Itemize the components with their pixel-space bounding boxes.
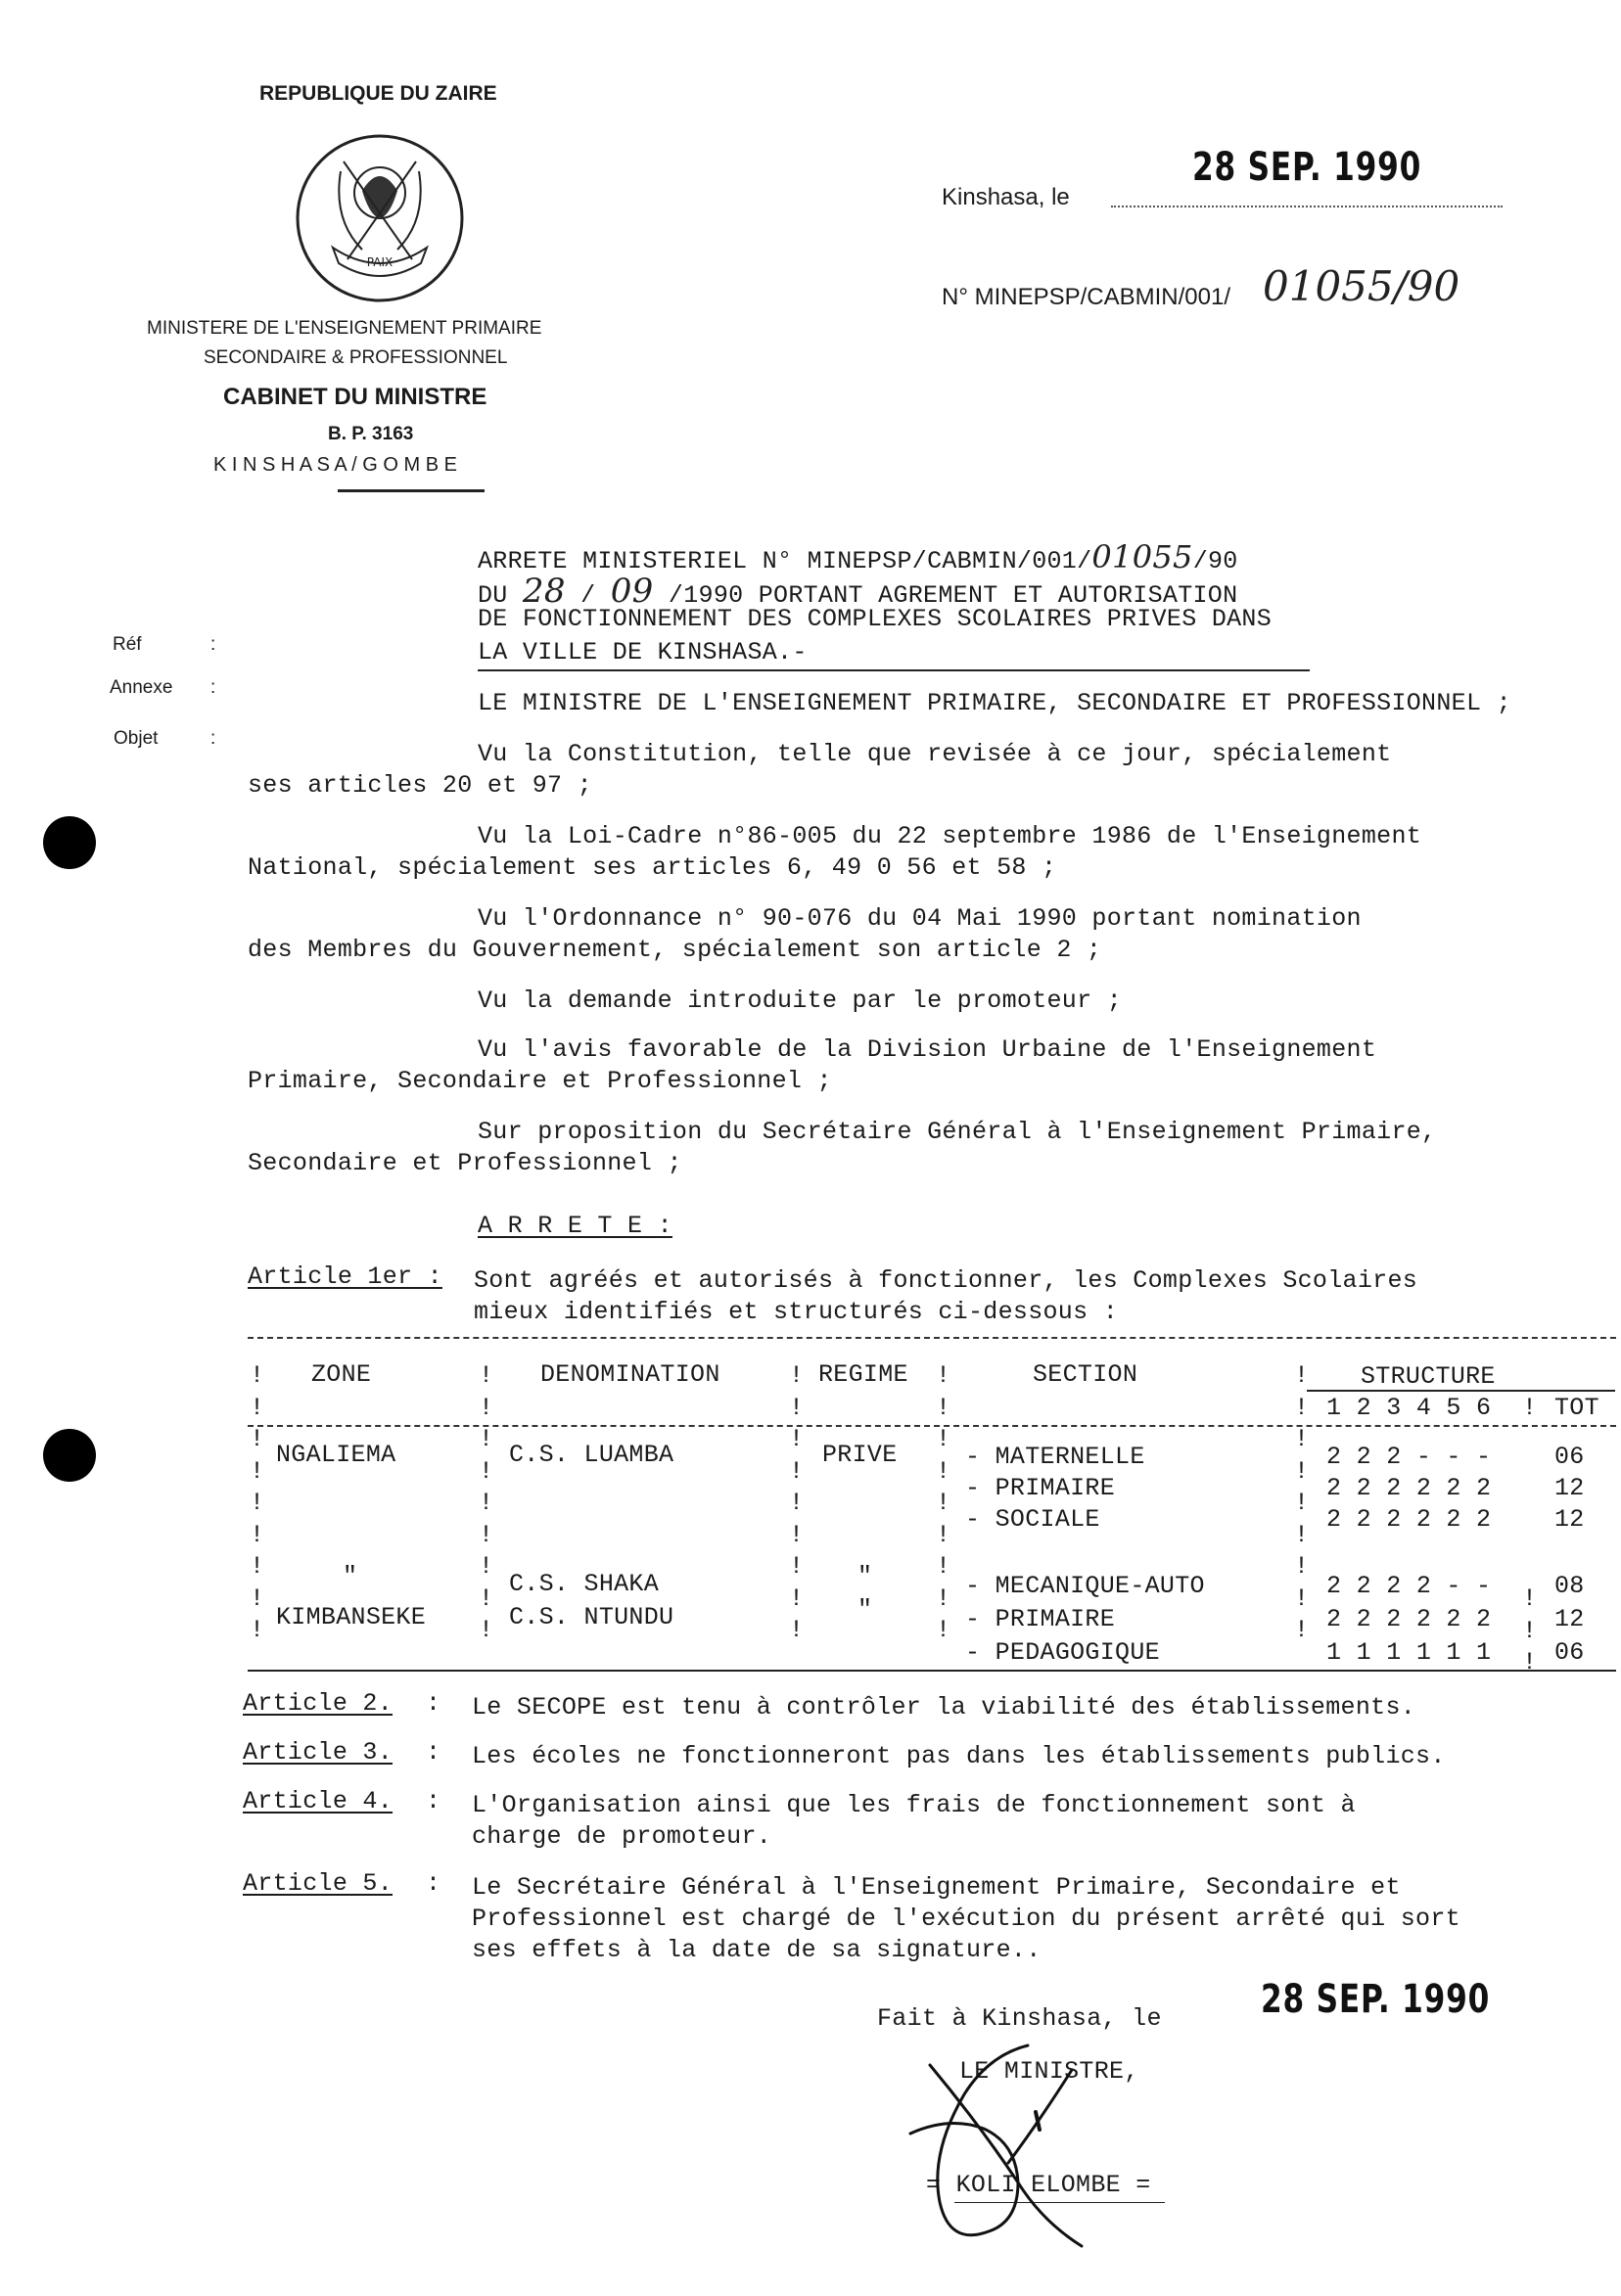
- table-row-6-structure: 1 1 1 1 1 1: [1326, 1638, 1492, 1667]
- table-row-4-structure: 2 2 2 2 - -: [1326, 1572, 1492, 1600]
- consideration-3-line-2: des Membres du Gouvernement, spécialement son article 2 ;: [248, 936, 1102, 964]
- article-5-line-1: Le Secrétaire Général à l'Enseignement Primaire, Secondaire et: [472, 1873, 1401, 1902]
- title-line-3: DE FONCTIONNEMENT DES COMPLEXES SCOLAIRES PRIVES DANS: [478, 605, 1273, 633]
- emblem-motto: PAIX: [366, 255, 394, 269]
- table-row-4-regime: ": [857, 1562, 873, 1590]
- coat-of-arms-emblem: [294, 132, 466, 304]
- header-zone: ZONE: [311, 1360, 372, 1389]
- ref-label: Réf: [113, 634, 142, 655]
- handwritten-signature: [871, 2036, 1126, 2261]
- place-date-dotted-line: [1111, 206, 1503, 207]
- title-line-2: DU 28 / 09 /1990 PORTANT AGREMENT ET AUTORISATION: [478, 572, 1238, 611]
- table-row-6-tot: 06: [1554, 1638, 1585, 1667]
- consideration-3-line-1: Vu l'Ordonnance n° 90-076 du 04 Mai 1990 portant nomination: [478, 904, 1362, 933]
- table-row-4-section: - MECANIQUE-AUTO: [965, 1572, 1205, 1600]
- table-row-2-tot: 12: [1554, 1474, 1585, 1502]
- place-label: Kinshasa, le: [942, 184, 1070, 210]
- annexe-colon: :: [210, 677, 216, 698]
- header-denomination: DENOMINATION: [540, 1360, 720, 1389]
- table-row-5-section: - PRIMAIRE: [965, 1605, 1116, 1633]
- table-row-5-structure: 2 2 2 2 2 2: [1326, 1605, 1492, 1633]
- objet-label: Objet: [114, 728, 159, 749]
- article-3-label: Article 3.: [243, 1738, 394, 1767]
- header-date-stamp: 28 SEP. 1990: [1192, 145, 1422, 190]
- table-col-separators: ! ! ! ! ! ! ! ! !: [250, 1361, 265, 1644]
- table-row-3-structure: 2 2 2 2 2 2: [1326, 1505, 1492, 1534]
- arrete-heading: A R R E T E :: [478, 1212, 672, 1240]
- table-row-2-section: - PRIMAIRE: [965, 1474, 1116, 1502]
- title-handwritten-month: 09: [610, 572, 654, 611]
- article-2-line-1: Le SECOPE est tenu à contrôler la viabilité des établissements.: [472, 1693, 1416, 1722]
- table-row-1-denomination: C.S. LUAMBA: [509, 1441, 674, 1469]
- table-col-separators-6: ! ! ! !: [1522, 1394, 1538, 1676]
- header-structure: STRUCTURE: [1361, 1362, 1496, 1391]
- article-3-line-1: Les écoles ne fonctionneront pas dans les établissements publics.: [472, 1742, 1446, 1770]
- article-1-line-2: mieux identifiés et structurés ci-dessous :: [474, 1298, 1119, 1326]
- article-5-label: Article 5.: [243, 1869, 394, 1898]
- table-row-5-tot: 12: [1554, 1605, 1585, 1633]
- table-row-3-tot: 12: [1554, 1505, 1585, 1534]
- consideration-2-line-2: National, spécialement ses articles 6, 49 0 56 et 58 ;: [248, 853, 1057, 882]
- table-row-1-structure: 2 2 2 - - -: [1326, 1443, 1492, 1471]
- consideration-1-line-2: ses articles 20 et 97 ;: [248, 771, 592, 800]
- article-5-line-3: ses effets à la date de sa signature..: [472, 1936, 1042, 1964]
- article-4-line-1: L'Organisation ainsi que les frais de fonctionnement sont à: [472, 1791, 1356, 1819]
- minister-name: = KOLI ELOMBE =: [926, 2171, 1151, 2199]
- table-row-5-zone: KIMBANSEKE: [276, 1603, 427, 1631]
- article-2-colon: :: [426, 1689, 441, 1718]
- table-row-3-section: - SOCIALE: [965, 1505, 1100, 1534]
- table-row-1-regime: PRIVE: [822, 1441, 898, 1469]
- article-5-colon: :: [426, 1869, 441, 1898]
- table-row-5-regime: ": [857, 1595, 873, 1624]
- closing-date-stamp: 28 SEP. 1990: [1261, 1977, 1491, 2022]
- table-row-1-tot: 06: [1554, 1443, 1585, 1471]
- table-row-4-denomination: C.S. SHAKA: [509, 1570, 660, 1598]
- table-col-separators-4: ! ! ! ! ! ! ! ! !: [936, 1361, 951, 1644]
- minister-title: LE MINISTRE,: [959, 2057, 1139, 2086]
- table-col-separators-5: ! ! ! ! ! ! ! ! !: [1294, 1361, 1310, 1644]
- consideration-1-line-1: Vu la Constitution, telle que revisée à ce jour, spécialement: [478, 740, 1392, 768]
- ministry-line-1: MINISTERE DE L'ENSEIGNEMENT PRIMAIRE: [147, 318, 542, 339]
- table-row-6-section: - PEDAGOGIQUE: [965, 1638, 1160, 1667]
- title-handwritten-number: 01055: [1091, 538, 1193, 575]
- table-col-separators-3: ! ! ! ! ! ! ! ! !: [789, 1361, 805, 1644]
- article-1-label: Article 1er :: [248, 1263, 442, 1291]
- city-line: K I N S H A S A / G O M B E: [213, 454, 457, 476]
- table-top-rule: [248, 1337, 1616, 1339]
- structure-header-rule: [1307, 1390, 1615, 1392]
- table-row-1-section: - MATERNELLE: [965, 1443, 1145, 1471]
- republic-heading: REPUBLIQUE DU ZAIRE: [259, 82, 497, 105]
- header-years: 1 2 3 4 5 6: [1326, 1394, 1492, 1422]
- article-2-label: Article 2.: [243, 1689, 394, 1718]
- reference-prefix: N° MINEPSP/CABMIN/001/: [942, 284, 1231, 310]
- article-1-line-1: Sont agréés et autorisés à fonctionner, les Complexes Scolaires: [474, 1266, 1418, 1295]
- header-tot: TOT: [1554, 1394, 1599, 1422]
- cabinet-heading: CABINET DU MINISTRE: [223, 384, 487, 410]
- po-box: B. P. 3163: [328, 424, 414, 444]
- table-bottom-rule: [248, 1670, 1616, 1672]
- table-row-4-tot: 08: [1554, 1572, 1585, 1600]
- minister-line: LE MINISTRE DE L'ENSEIGNEMENT PRIMAIRE, SECONDAIRE ET PROFESSIONNEL ;: [478, 689, 1511, 717]
- ministry-line-2: SECONDAIRE & PROFESSIONNEL: [204, 347, 508, 368]
- done-at-line: Fait à Kinshasa, le: [877, 2004, 1162, 2033]
- punch-hole-top: [43, 816, 96, 869]
- table-row-4-zone: ": [343, 1562, 358, 1590]
- header-regime: REGIME: [818, 1360, 908, 1389]
- table-row-5-denomination: C.S. NTUNDU: [509, 1603, 674, 1631]
- consideration-2-line-1: Vu la Loi-Cadre n°86-005 du 22 septembre 1986 de l'Enseignement: [478, 822, 1422, 850]
- reference-handwritten-number: 01055/90: [1263, 262, 1460, 310]
- article-4-label: Article 4.: [243, 1787, 394, 1815]
- table-row-1-zone: NGALIEMA: [276, 1441, 396, 1469]
- title-handwritten-day: 28: [522, 572, 566, 611]
- punch-hole-bottom: [43, 1429, 96, 1482]
- consideration-6-line-1: Sur proposition du Secrétaire Général à l'Enseignement Primaire,: [478, 1118, 1437, 1146]
- annexe-label: Annexe: [110, 677, 173, 698]
- title-line-4: LA VILLE DE KINSHASA.-: [478, 638, 808, 666]
- consideration-4-line-1: Vu la demande introduite par le promoteur ;: [478, 987, 1123, 1015]
- article-3-colon: :: [426, 1738, 441, 1767]
- ref-colon: :: [210, 634, 216, 655]
- article-4-colon: :: [426, 1787, 441, 1815]
- table-col-separators-2: ! ! ! ! ! ! ! ! !: [479, 1361, 494, 1644]
- objet-colon: :: [210, 728, 216, 749]
- header-section: SECTION: [1033, 1360, 1138, 1389]
- article-4-line-2: charge de promoteur.: [472, 1822, 772, 1851]
- table-header-rule: [248, 1425, 1616, 1427]
- title-line-1: ARRETE MINISTERIEL N° MINEPSP/CABMIN/001/01055/90: [478, 538, 1238, 575]
- title-rule: [478, 669, 1310, 671]
- consideration-5-line-1: Vu l'avis favorable de la Division Urbaine de l'Enseignement: [478, 1035, 1377, 1064]
- article-5-line-2: Professionnel est chargé de l'exécution du présent arrêté qui sort: [472, 1905, 1460, 1933]
- consideration-5-line-2: Primaire, Secondaire et Professionnel ;: [248, 1067, 832, 1095]
- table-row-2-structure: 2 2 2 2 2 2: [1326, 1474, 1492, 1502]
- header-rule: [338, 489, 485, 492]
- consideration-6-line-2: Secondaire et Professionnel ;: [248, 1149, 682, 1177]
